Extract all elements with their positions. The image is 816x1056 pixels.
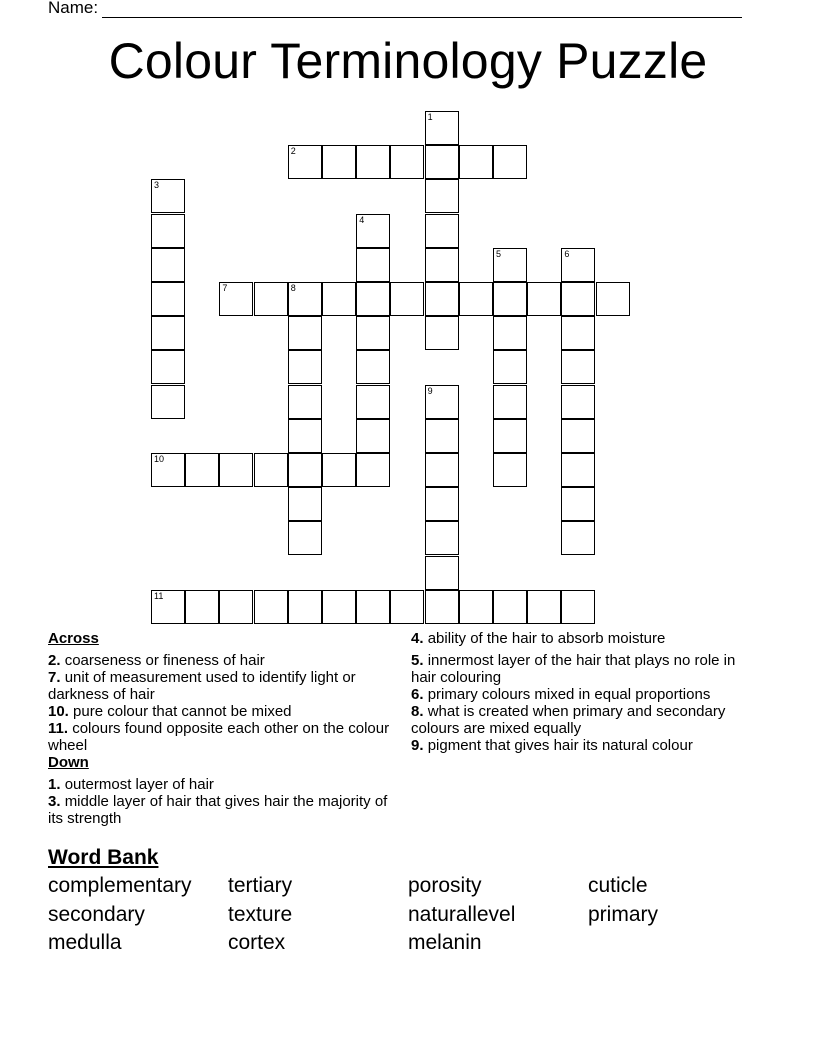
crossword-cell[interactable] (493, 145, 527, 179)
clues-right-column (411, 630, 756, 754)
crossword-cell[interactable] (356, 419, 390, 453)
clue-across-11: 11. colours found opposite each other on the colour wheel (48, 720, 390, 754)
crossword-cell[interactable] (288, 350, 322, 384)
word-bank-word: primary (588, 903, 659, 926)
crossword-cell[interactable] (425, 214, 459, 248)
crossword-cell[interactable] (185, 453, 219, 487)
crossword-cell[interactable] (322, 590, 356, 624)
crossword-cell[interactable] (254, 282, 288, 316)
word-bank-word: cuticle (588, 874, 648, 897)
crossword-cell[interactable] (151, 385, 185, 419)
crossword-cell[interactable] (322, 282, 356, 316)
crossword-cell[interactable] (219, 282, 253, 316)
clue-across-2: 2. coarseness or fineness of hair (48, 652, 265, 669)
clue-number: 10 (154, 454, 165, 464)
crossword-cell[interactable] (561, 350, 595, 384)
crossword-cell[interactable] (493, 282, 527, 316)
crossword-cell[interactable] (390, 145, 424, 179)
crossword-cell[interactable] (151, 282, 185, 316)
crossword-cell[interactable] (151, 214, 185, 248)
crossword-cell[interactable] (561, 385, 595, 419)
clue-number: 4 (359, 214, 365, 225)
page-title: Colour Terminology Puzzle (108, 33, 708, 89)
crossword-cell[interactable] (356, 282, 390, 316)
word-bank-word: melanin (408, 931, 482, 954)
crossword-cell[interactable] (288, 282, 322, 316)
crossword-cell[interactable] (459, 590, 493, 624)
word-bank-word: porosity (408, 874, 482, 897)
crossword-cell[interactable] (425, 145, 459, 179)
crossword-cell[interactable] (288, 521, 322, 555)
crossword-cell[interactable] (561, 453, 595, 487)
crossword-cell[interactable] (356, 453, 390, 487)
crossword-cell[interactable] (425, 179, 459, 213)
crossword-cell[interactable] (493, 350, 527, 384)
clue-down-3: 3. middle layer of hair that gives hair the majority of its strength (48, 793, 388, 827)
down-heading: Down (48, 754, 89, 771)
crossword-cell[interactable] (459, 282, 493, 316)
crossword-cell[interactable] (425, 282, 459, 316)
word-bank-word: medulla (48, 931, 122, 954)
clue-number: 6 (564, 248, 570, 259)
clue-down-6: 6. primary colours mixed in equal proportions (411, 686, 711, 703)
crossword-cell[interactable] (288, 385, 322, 419)
clue-number: 2 (290, 146, 296, 157)
crossword-cell[interactable] (493, 590, 527, 624)
crossword-cell[interactable] (288, 316, 322, 350)
crossword-cell[interactable] (356, 214, 390, 248)
word-bank-word: cortex (228, 931, 286, 954)
crossword-cell[interactable] (151, 350, 185, 384)
crossword-cell[interactable] (322, 145, 356, 179)
crossword-cell[interactable] (425, 590, 459, 624)
clue-across-7: 7. unit of measurement used to identify light or darkness of hair (48, 669, 356, 703)
crossword-cell[interactable] (390, 282, 424, 316)
clue-down-5: 5. innermost layer of the hair that plays no role in hair colouring (411, 652, 736, 686)
crossword-cell[interactable] (425, 248, 459, 282)
crossword-cell[interactable] (425, 487, 459, 521)
crossword-cell[interactable] (356, 248, 390, 282)
clue-down-1: 1. outermost layer of hair (48, 776, 214, 793)
word-bank-word: complementary (48, 874, 192, 897)
word-bank-title: Word Bank (48, 846, 159, 869)
word-bank-word: texture (228, 903, 293, 926)
crossword-cell[interactable] (254, 590, 288, 624)
crossword-cell[interactable] (219, 590, 253, 624)
clue-down-4: 4. ability of the hair to absorb moisture (411, 630, 666, 647)
crossword-cell[interactable] (493, 419, 527, 453)
crossword-cell[interactable] (356, 590, 390, 624)
crossword-cell[interactable] (356, 350, 390, 384)
crossword-cell[interactable] (254, 453, 288, 487)
crossword-cell[interactable] (151, 453, 185, 487)
crossword-cell[interactable] (493, 385, 527, 419)
crossword-cell[interactable] (561, 316, 595, 350)
crossword-cell[interactable] (425, 419, 459, 453)
clue-number: 5 (496, 248, 502, 259)
crossword-cell[interactable] (356, 145, 390, 179)
word-bank-word: secondary (48, 903, 145, 926)
crossword-cell[interactable] (322, 453, 356, 487)
crossword-cell[interactable] (493, 316, 527, 350)
crossword-cell[interactable] (151, 590, 185, 624)
crossword-cell[interactable] (151, 248, 185, 282)
clue-down-8: 8. what is created when primary and secondary colours are mixed equally (411, 703, 726, 737)
crossword-cell[interactable] (561, 282, 595, 316)
crossword-cell[interactable] (493, 248, 527, 282)
crossword-cell[interactable] (561, 487, 595, 521)
crossword-cell[interactable] (596, 282, 630, 316)
crossword-cell[interactable] (219, 453, 253, 487)
crossword-cell[interactable] (561, 419, 595, 453)
across-heading: Across (48, 630, 99, 647)
crossword-cell[interactable] (288, 453, 322, 487)
word-bank-word: naturallevel (408, 903, 516, 926)
clue-number: 3 (154, 180, 160, 191)
name-label: Name: (48, 0, 99, 17)
crossword-cell[interactable] (493, 453, 527, 487)
crossword-cell[interactable] (151, 316, 185, 350)
crossword-cell[interactable] (356, 385, 390, 419)
crossword-cell[interactable] (288, 145, 322, 179)
clue-number: 8 (290, 283, 296, 293)
crossword-cell[interactable] (425, 453, 459, 487)
crossword-cell[interactable] (288, 590, 322, 624)
crossword-cell[interactable] (425, 385, 459, 419)
clue-number: 11 (154, 590, 164, 601)
crossword-cell[interactable] (185, 590, 219, 624)
crossword-cell[interactable] (288, 487, 322, 521)
crossword-cell[interactable] (527, 590, 561, 624)
crossword-cell[interactable] (425, 111, 459, 145)
crossword-cell[interactable] (151, 179, 185, 213)
clue-number: 1 (427, 112, 433, 122)
crossword-cell[interactable] (425, 521, 459, 555)
crossword-cell[interactable] (356, 316, 390, 350)
crossword-cell[interactable] (288, 419, 322, 453)
clue-number: 7 (222, 283, 228, 293)
crossword-cell[interactable] (425, 316, 459, 350)
crossword-cell[interactable] (459, 145, 493, 179)
crossword-cell[interactable] (561, 590, 595, 624)
crossword-cell[interactable] (561, 248, 595, 282)
clues-left-column (48, 630, 393, 827)
word-bank-word: tertiary (228, 874, 293, 897)
crossword-cell[interactable] (390, 590, 424, 624)
clue-down-9: 9. pigment that gives hair its natural colour (411, 737, 693, 754)
clue-number: 9 (427, 385, 433, 396)
crossword-cell[interactable] (561, 521, 595, 555)
crossword-cell[interactable] (425, 556, 459, 590)
crossword-cell[interactable] (527, 282, 561, 316)
clue-across-10: 10. pure colour that cannot be mixed (48, 703, 292, 720)
